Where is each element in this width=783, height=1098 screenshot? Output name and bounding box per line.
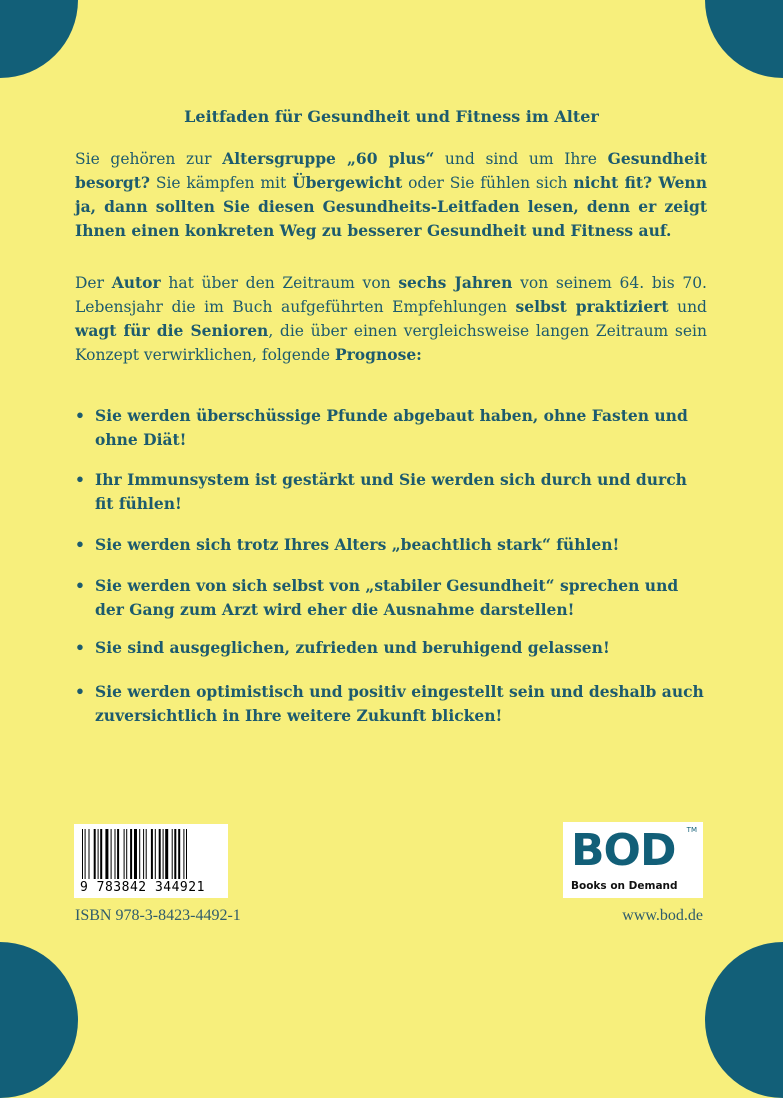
- list-item-text: Sie werden sich trotz Ihres Alters „beachtlich stark“ fühlen!: [95, 535, 620, 554]
- bod-logo-tagline: Books on Demand: [571, 880, 678, 892]
- list-item: [75, 533, 707, 557]
- barcode-number: 9 783842 344921: [80, 880, 205, 895]
- intro-paragraph: [75, 147, 707, 243]
- list-item-text: Sie werden von sich selbst von „stabiler Gesundheit“ sprechen und der Gang zum Arzt wird eher die Ausnahme darstellen!: [95, 576, 679, 619]
- isbn-text: ISBN 978-3-8423-4492-1: [75, 907, 241, 924]
- bullet-icon: •: [75, 535, 85, 554]
- emphasis: nicht fit?: [573, 173, 653, 192]
- corner-decoration-bottom-right: [705, 942, 783, 1098]
- author-paragraph: [75, 271, 707, 367]
- corner-decoration-bottom-left: [0, 942, 78, 1098]
- emphasis: wagt für die Senioren: [75, 321, 269, 340]
- list-item-text: Sie werden optimistisch und positiv eingestellt sein und deshalb auch zuversichtlich in Ihre weitere Zukunft blicken!: [95, 682, 704, 725]
- text-segment: Sie kämpfen mit: [150, 174, 293, 192]
- text-segment: von seinem 64. bis 70. Lebensjahr die im Buch aufgeführten Empfehlungen: [75, 274, 707, 316]
- bullet-icon: •: [75, 576, 85, 595]
- text-segment: und sind um Ihre: [434, 150, 608, 168]
- barcode-bars-icon: [80, 829, 222, 879]
- emphasis: selbst praktiziert: [515, 297, 669, 316]
- text-segment: und: [668, 298, 707, 316]
- emphasis: Wenn ja, dann sollten Sie diesen Gesundheits-Leitfaden lesen, denn er zeigt Ihnen einen konkreten Weg zu besserer Gesundheit und Fitness auf.: [75, 173, 707, 240]
- publisher-url: www.bod.de: [622, 907, 703, 924]
- emphasis: Prognose:: [334, 345, 422, 364]
- list-item-text: Sie werden überschüssige Pfunde abgebaut haben, ohne Fasten und ohne Diät!: [95, 406, 688, 449]
- text-segment: oder Sie fühlen sich: [402, 174, 574, 192]
- corner-decoration-top-left: [0, 0, 78, 78]
- list-item-text: Ihr Immunsystem ist gestärkt und Sie werden sich durch und durch fit fühlen!: [95, 470, 687, 513]
- emphasis: Autor: [111, 273, 161, 292]
- emphasis: sechs Jahren: [398, 273, 513, 292]
- list-item: [75, 680, 707, 728]
- bullet-icon: •: [75, 638, 85, 657]
- bod-logo: [563, 822, 703, 898]
- bullet-icon: •: [75, 682, 85, 701]
- list-item: [75, 574, 707, 622]
- text-segment: , die über einen vergleichsweise langen Zeitraum sein Konzept verwirklichen, folgende: [75, 322, 707, 364]
- text-segment: Sie gehören zur: [75, 150, 223, 168]
- barcode: [74, 824, 228, 898]
- bullet-icon: •: [75, 470, 85, 489]
- emphasis: Gesundheit besorgt?: [75, 149, 707, 192]
- emphasis: Altersgruppe „60 plus“: [222, 149, 435, 168]
- page-title: Leitfaden für Gesundheit und Fitness im Alter: [184, 107, 599, 126]
- text-segment: hat über den Zeitraum von: [160, 274, 399, 292]
- corner-decoration-top-right: [705, 0, 783, 78]
- list-item: [75, 468, 707, 516]
- list-item: [75, 404, 707, 452]
- bullet-icon: •: [75, 406, 85, 425]
- emphasis: Übergewicht: [292, 173, 403, 192]
- bod-logo-letters: BOD: [571, 825, 676, 876]
- list-item: [75, 636, 707, 660]
- text-segment: Der: [75, 274, 112, 292]
- list-item-text: Sie sind ausgeglichen, zufrieden und beruhigend gelassen!: [95, 638, 610, 657]
- trademark-mark: TM: [686, 826, 697, 834]
